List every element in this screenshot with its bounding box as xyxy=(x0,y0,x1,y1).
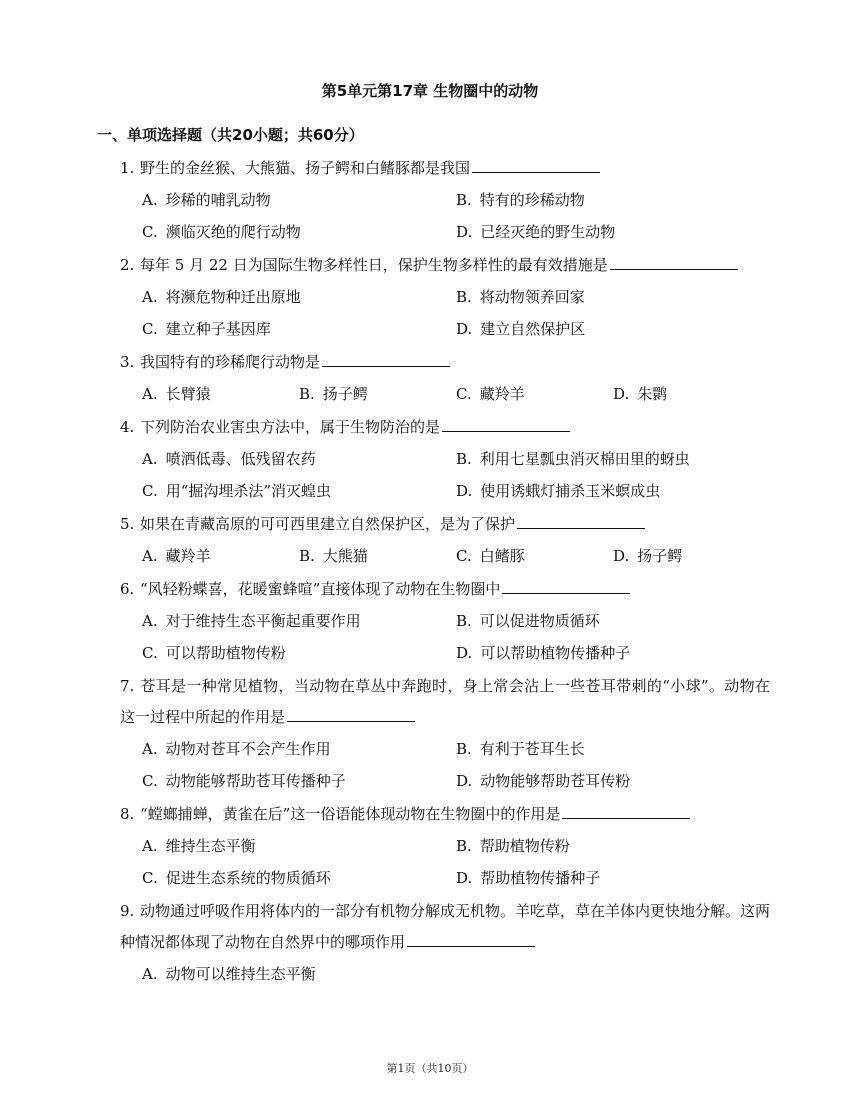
page-footer: 第1页（共10页） xyxy=(386,1062,474,1075)
option-b: B. 扬子鳄 xyxy=(299,385,368,403)
question-text: “风轻粉蝶喜，花暖蜜蜂喧”直接体现了动物在生物圈中 xyxy=(140,580,501,598)
question-text: 苍耳是一种常见植物，当动物在草丛中奔跑时，身上常会沾上一些苍耳带刺的“小球”。动物在这一过程中所起的作用是 xyxy=(120,677,770,726)
answer-blank xyxy=(472,155,600,173)
question-number: 4. xyxy=(120,418,135,436)
question-number: 6. xyxy=(120,580,135,598)
question-list xyxy=(120,153,770,992)
question-text: 动物通过呼吸作用将体内的一部分有机物分解成无机物。羊吃草，草在羊体内更快地分解。这两种情况都体现了动物在自然界中的哪项作用 xyxy=(120,902,771,951)
question-number: 7. xyxy=(120,677,135,695)
question-number: 3. xyxy=(120,353,135,371)
question-2 xyxy=(120,250,770,345)
option-b: B. 大熊猫 xyxy=(299,547,368,565)
option-b: B. 可以促进物质循环 xyxy=(456,612,600,630)
answer-blank xyxy=(517,511,645,529)
option-b: B. 特有的珍稀动物 xyxy=(456,191,585,209)
option-c: C. 可以帮助植物传粉 xyxy=(142,644,286,662)
question-3 xyxy=(120,347,770,410)
question-4 xyxy=(120,412,770,507)
page-title: 第5单元第17章 生物圈中的动物 xyxy=(321,82,539,100)
question-number: 1. xyxy=(120,159,135,177)
option-d: D. 使用诱蛾灯捕杀玉米螟成虫 xyxy=(456,482,661,500)
answer-blank xyxy=(562,801,690,819)
question-text: “螳螂捕蝉，黄雀在后”这一俗语能体现动物在生物圈中的作用是 xyxy=(140,805,561,823)
question-text: 下列防治农业害虫方法中，属于生物防治的是 xyxy=(140,418,441,436)
option-a: A. 珍稀的哺乳动物 xyxy=(142,191,271,209)
option-a: A. 维持生态平衡 xyxy=(142,837,256,855)
question-number: 5. xyxy=(120,515,135,533)
answer-blank xyxy=(502,576,630,594)
option-a: A. 对于维持生态平衡起重要作用 xyxy=(142,612,361,630)
question-number: 8. xyxy=(120,805,135,823)
question-9 xyxy=(120,896,770,990)
question-text: 我国特有的珍稀爬行动物是 xyxy=(140,353,321,371)
option-a: A. 喷洒低毒、低残留农药 xyxy=(142,450,316,468)
option-c: C. 濒临灭绝的爬行动物 xyxy=(142,223,301,241)
question-text: 如果在青藏高原的可可西里建立自然保护区，是为了保护 xyxy=(140,515,516,533)
question-number: 9. xyxy=(120,902,135,920)
option-d: D. 建立自然保护区 xyxy=(456,320,586,338)
option-a: A. 长臂猿 xyxy=(142,385,211,403)
option-c: C. 动物能够帮助苍耳传播种子 xyxy=(142,772,346,790)
option-b: B. 帮助植物传粉 xyxy=(456,837,570,855)
answer-blank xyxy=(407,929,535,947)
option-a: A. 藏羚羊 xyxy=(142,547,211,565)
answer-blank xyxy=(442,414,570,432)
question-7 xyxy=(120,671,770,797)
answer-blank xyxy=(610,252,738,270)
option-c: C. 用“掘沟埋杀法”消灭蝗虫 xyxy=(142,482,332,500)
question-5 xyxy=(120,509,770,572)
section-heading: 一、单项选择题（共20小题；共60分） xyxy=(97,126,364,144)
option-d: D. 帮助植物传播种子 xyxy=(456,869,601,887)
question-text: 野生的金丝猴、大熊猫、扬子鳄和白鳍豚都是我国 xyxy=(140,159,471,177)
answer-blank xyxy=(322,349,450,367)
option-c: C. 促进生态系统的物质循环 xyxy=(142,869,331,887)
question-number: 2. xyxy=(120,256,135,274)
option-d: D. 扬子鳄 xyxy=(613,547,683,565)
option-b: B. 将动物领养回家 xyxy=(456,288,585,306)
option-b: B. 利用七星瓢虫消灭棉田里的蚜虫 xyxy=(456,450,690,468)
option-d: D. 朱鹮 xyxy=(613,385,668,403)
answer-blank xyxy=(287,704,415,722)
option-d: D. 已经灭绝的野生动物 xyxy=(456,223,616,241)
option-a: A. 将濒危物种迁出原地 xyxy=(142,288,301,306)
option-a: A. 动物可以维持生态平衡 xyxy=(142,965,316,983)
option-c: C. 藏羚羊 xyxy=(456,385,525,403)
question-1 xyxy=(120,153,770,248)
option-a: A. 动物对苍耳不会产生作用 xyxy=(142,740,331,758)
option-d: D. 可以帮助植物传播种子 xyxy=(456,644,631,662)
option-d: D. 动物能够帮助苍耳传粉 xyxy=(456,772,631,790)
question-text: 每年 5 月 22 日为国际生物多样性日，保护生物多样性的最有效措施是 xyxy=(140,256,608,274)
option-c: C. 建立种子基因库 xyxy=(142,320,271,338)
option-c: C. 白鳍豚 xyxy=(456,547,525,565)
question-8 xyxy=(120,799,770,894)
question-6 xyxy=(120,574,770,669)
option-b: B. 有利于苍耳生长 xyxy=(456,740,585,758)
